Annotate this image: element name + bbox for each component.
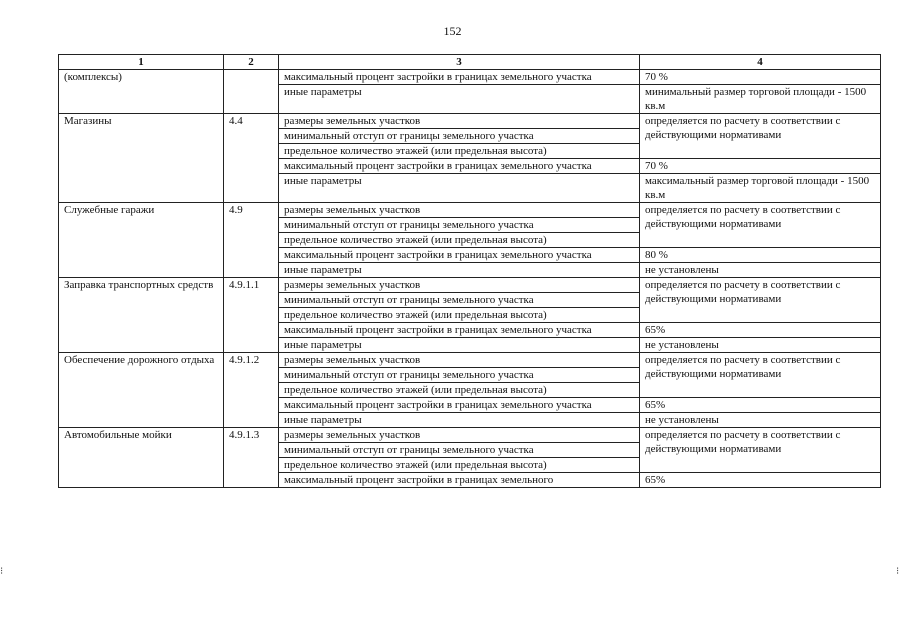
parameter-name: размеры земельных участков <box>279 428 640 443</box>
parameter-name: иные параметры <box>279 174 640 203</box>
parameter-value: определяется по расчету в соответствии с действующими нормативами <box>640 203 881 248</box>
parameter-name: размеры земельных участков <box>279 203 640 218</box>
regulations-table <box>58 54 881 488</box>
parameter-value: 70 % <box>640 70 881 85</box>
parameter-name: минимальный отступ от границы земельного участка <box>279 368 640 383</box>
parameter-name: минимальный отступ от границы земельного участка <box>279 293 640 308</box>
parameter-name: размеры земельных участков <box>279 114 640 129</box>
page-number: 152 <box>443 24 462 38</box>
parameter-name: максимальный процент застройки в границах земельного участка <box>279 323 640 338</box>
parameter-value: 65% <box>640 398 881 413</box>
parameter-name: иные параметры <box>279 413 640 428</box>
parameter-value: определяется по расчету в соответствии с действующими нормативами <box>640 278 881 323</box>
parameter-value: 70 % <box>640 159 881 174</box>
land-use-name: Заправка транспортных средств <box>59 278 224 353</box>
parameter-value: 65% <box>640 323 881 338</box>
parameter-value: определяется по расчету в соответствии с действующими нормативами <box>640 114 881 159</box>
parameter-value: определяется по расчету в соответствии с действующими нормативами <box>640 428 881 473</box>
parameter-name: предельное количество этажей (или предельная высота) <box>279 144 640 159</box>
parameter-name: предельное количество этажей (или предельная высота) <box>279 383 640 398</box>
parameter-name: максимальный процент застройки в границах земельного <box>279 473 640 488</box>
land-use-name: Служебные гаражи <box>59 203 224 278</box>
parameter-name: предельное количество этажей (или предельная высота) <box>279 233 640 248</box>
land-use-name: Магазины <box>59 114 224 203</box>
header-col-1: 1 <box>59 55 224 70</box>
land-use-name: Автомобильные мойки <box>59 428 224 488</box>
table-row <box>59 114 881 129</box>
parameter-name: минимальный отступ от границы земельного участка <box>279 218 640 233</box>
parameter-value: максимальный размер торговой площади - 1500 кв.м <box>640 174 881 203</box>
parameter-name: предельное количество этажей (или предельная высота) <box>279 308 640 323</box>
header-col-3: 3 <box>279 55 640 70</box>
parameter-value: не установлены <box>640 263 881 278</box>
parameter-name: предельное количество этажей (или предельная высота) <box>279 458 640 473</box>
header-col-4: 4 <box>640 55 881 70</box>
land-use-code: 4.9.1.1 <box>224 278 279 353</box>
table-row <box>59 203 881 218</box>
header-col-2: 2 <box>224 55 279 70</box>
parameter-name: максимальный процент застройки в границах земельного участка <box>279 159 640 174</box>
table-row <box>59 278 881 293</box>
parameter-name: минимальный отступ от границы земельного участка <box>279 129 640 144</box>
parameter-value: не установлены <box>640 338 881 353</box>
parameter-name: размеры земельных участков <box>279 353 640 368</box>
parameter-value: 80 % <box>640 248 881 263</box>
land-use-code: 4.4 <box>224 114 279 203</box>
land-use-code: 4.9.1.2 <box>224 353 279 428</box>
scan-edge-mark-left: ⁝ <box>0 566 4 577</box>
parameter-name: иные параметры <box>279 85 640 114</box>
parameter-name: иные параметры <box>279 263 640 278</box>
table-row <box>59 353 881 368</box>
parameter-value: 65% <box>640 473 881 488</box>
table-header <box>59 55 881 70</box>
land-use-code <box>224 70 279 114</box>
parameter-name: максимальный процент застройки в границах земельного участка <box>279 248 640 263</box>
parameter-value: минимальный размер торговой площади - 1500 кв.м <box>640 85 881 114</box>
parameter-name: максимальный процент застройки в границах земельного участка <box>279 70 640 85</box>
table-row <box>59 70 881 85</box>
land-use-code: 4.9.1.3 <box>224 428 279 488</box>
header-row <box>59 55 881 70</box>
land-use-name: Обеспечение дорожного отдыха <box>59 353 224 428</box>
table-body <box>59 70 881 488</box>
land-use-name: (комплексы) <box>59 70 224 114</box>
land-use-code: 4.9 <box>224 203 279 278</box>
table-row <box>59 428 881 443</box>
scan-edge-mark-right: ⁝ <box>896 566 900 577</box>
parameter-name: иные параметры <box>279 338 640 353</box>
parameter-name: минимальный отступ от границы земельного участка <box>279 443 640 458</box>
parameter-value: определяется по расчету в соответствии с действующими нормативами <box>640 353 881 398</box>
parameter-name: размеры земельных участков <box>279 278 640 293</box>
parameter-value: не установлены <box>640 413 881 428</box>
parameter-name: максимальный процент застройки в границах земельного участка <box>279 398 640 413</box>
